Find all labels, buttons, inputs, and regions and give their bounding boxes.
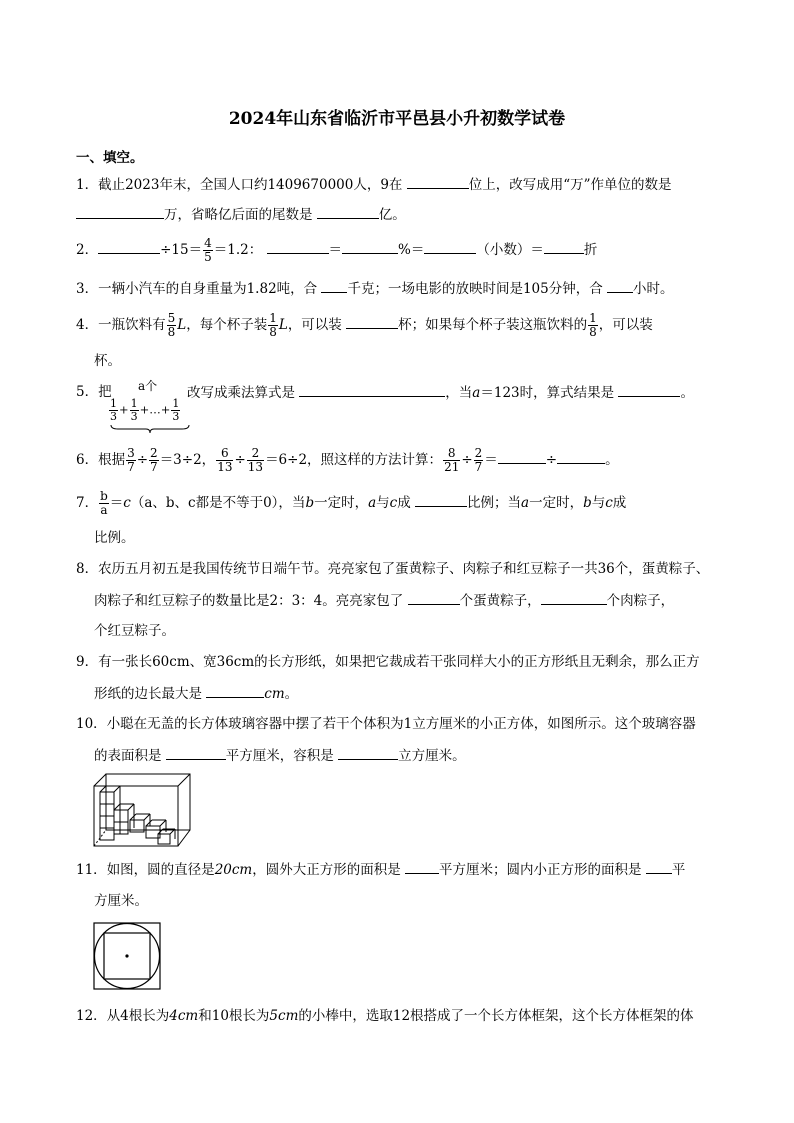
question-4-line2: 杯。 <box>94 353 121 369</box>
answer-blank[interactable] <box>166 745 226 760</box>
circle-squares-figure <box>93 922 161 990</box>
fraction: $\frac{6}{13}$ <box>217 446 233 474</box>
answer-blank[interactable] <box>408 590 460 605</box>
answer-blank[interactable] <box>557 449 605 464</box>
fraction: $\frac{b}{a}$ <box>100 489 108 517</box>
underbrace <box>110 424 190 434</box>
container-cubes-figure <box>92 772 192 848</box>
question-1-line2: 万，省略亿后面的尾数是 亿。 <box>76 204 406 225</box>
brace-label: a个 <box>138 379 158 393</box>
answer-blank[interactable] <box>498 449 546 464</box>
page-title: 2024年山东省临沂市平邑县小升初数学试卷 <box>228 109 566 129</box>
answer-blank[interactable] <box>346 314 398 329</box>
question-8: 8．农历五月初五是我国传统节日端午节。亮亮家包了蛋黄粽子、肉粽子和红豆粽子一共36个，蛋黄粽子、 <box>76 561 710 577</box>
fraction: $\frac{5}{8}$ <box>167 311 176 339</box>
fraction: $\frac{8}{21}$ <box>444 446 460 474</box>
question-8-line2: 肉粽子和红豆粽子的数量比是2：3：4。亮亮家包了 个蛋黄粽子， 个肉粽子， <box>94 590 674 611</box>
question-8-line3: 个红豆粽子。 <box>94 623 175 639</box>
answer-blank[interactable] <box>338 745 398 760</box>
fraction: $\frac{1}{8}$ <box>269 311 277 339</box>
question-4: 4．一瓶饮料有 $\frac{5}{8}$ L，每个杯子装 $\frac{1}{8}$ L，可以装 杯；如果每个杯子装这瓶饮料的 $\frac{1}{8}$ ，可以装 <box>76 311 653 339</box>
question-7: 7． $\frac{b}{a}$ ＝c（a、b、c都是不等于0），当b一定时，a与c成 比例；当a一定时，b与c成 <box>76 489 627 517</box>
answer-blank[interactable] <box>299 382 445 397</box>
answer-blank[interactable] <box>317 204 379 219</box>
answer-blank[interactable] <box>76 204 164 219</box>
answer-blank[interactable] <box>607 278 633 293</box>
answer-blank[interactable] <box>321 278 347 293</box>
question-1: 1．截止2023年末，全国人口约1409670000人，9在 位上，改写成用“万”作单位的数是 <box>76 174 672 195</box>
section-heading: 一、填空。 <box>76 150 144 166</box>
answer-blank[interactable] <box>544 239 584 254</box>
answer-blank[interactable] <box>424 239 476 254</box>
question-7-line2: 比例。 <box>94 530 135 546</box>
fraction: $\frac{3}{7}$ <box>127 446 135 474</box>
answer-blank[interactable] <box>98 239 160 254</box>
fraction: $\frac{2}{13}$ <box>247 446 264 474</box>
fraction: $\frac{1}{8}$ <box>589 311 597 339</box>
question-10-line2: 的表面积是 平方厘米，容积是 立方厘米。 <box>94 745 466 766</box>
answer-blank[interactable] <box>618 382 680 397</box>
question-2: 2． ÷15＝ $\frac{4}{5}$ ＝1.2： ＝ %＝ （小数）＝ 折 <box>76 236 598 264</box>
question-5-rest: 改写成乘法算式是 ，当a＝123时，算式结果是 。 <box>187 382 694 403</box>
question-11: 11．如图，圆的直径是20cm，圆外大正方形的面积是 平方厘米；圆内小正方形的面积是 平 <box>76 859 685 880</box>
question-5: 5．把 <box>76 384 112 400</box>
question-3: 3．一辆小汽车的自身重量为1.82吨，合 千克；一场电影的放映时间是105分钟，合 小时。 <box>76 278 674 299</box>
answer-blank[interactable] <box>415 492 467 507</box>
question-9-line2: 形纸的边长最大是 cm。 <box>94 683 298 704</box>
question-10: 10．小聪在无盖的长方体玻璃容器中摆了若干个体积为1立方厘米的小正方体，如图所示。这个玻璃容器 <box>76 716 696 732</box>
answer-blank[interactable] <box>407 174 469 189</box>
question-12: 12．从4根长为4cm和10根长为5cm的小棒中，选取12根搭成了一个长方体框架，这个长方体框架的体 <box>76 1008 694 1024</box>
question-11-line2: 方厘米。 <box>94 893 148 909</box>
answer-blank[interactable] <box>405 859 439 874</box>
answer-blank[interactable] <box>342 239 398 254</box>
question-6: 6．根据 $\frac{3}{7}$ ÷ $\frac{2}{7}$ ＝3÷2， $\frac{6}{13}$ ÷ $\frac{2}{13}$ ＝6÷2，照这样的方法计算： $\frac{8}{21}$ ÷ $\frac{2}{7}$ ＝ ÷ 。 <box>76 446 619 474</box>
fraction: $\frac{2}{7}$ <box>150 446 158 474</box>
answer-blank[interactable] <box>646 859 672 874</box>
answer-blank[interactable] <box>206 683 264 698</box>
sum-expression: $\frac{1}{3}$ + $\frac{1}{3}$ +…+ $\frac{1}{3}$ <box>110 397 180 423</box>
question-9: 9．有一张长60cm、宽36cm的长方形纸，如果把它裁成若干张同样大小的正方形纸且无剩余，那么正方 <box>76 654 700 670</box>
answer-blank[interactable] <box>267 239 329 254</box>
fraction: $\frac{4}{5}$ <box>204 236 212 264</box>
fraction: $\frac{2}{7}$ <box>474 446 483 474</box>
answer-blank[interactable] <box>541 590 607 605</box>
